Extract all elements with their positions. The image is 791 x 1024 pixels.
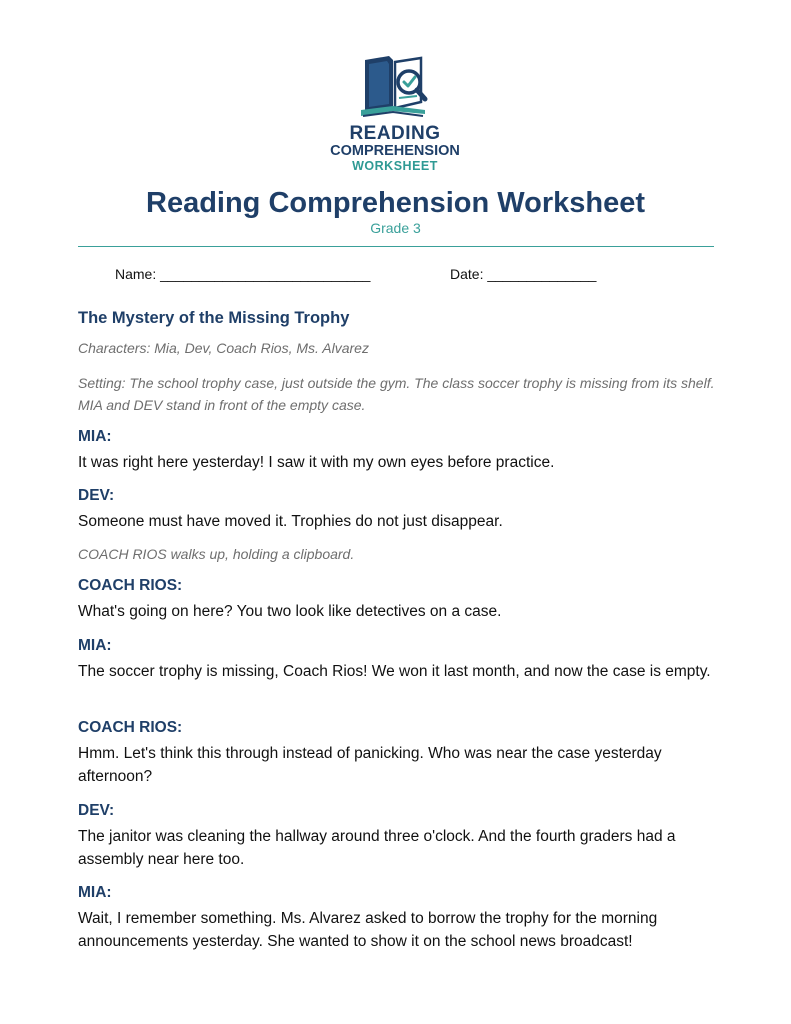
story-title: The Mystery of the Missing Trophy (78, 309, 350, 327)
logo-word-worksheet: WORKSHEET (352, 159, 438, 173)
dialogue-line: The soccer trophy is missing, Coach Rios! We won it last month, and now the case is empty. (78, 663, 711, 680)
setting-note: Setting: The school trophy case, just outside the gym. The class soccer trophy is missing from its shelf. MIA and DEV stand in front of the empty case. (78, 375, 715, 413)
speaker-label: DEV: (78, 802, 115, 819)
book-magnifier-check-icon (359, 56, 431, 118)
speaker-label: COACH RIOS: (78, 719, 183, 736)
header-divider (78, 246, 714, 247)
date-field[interactable]: Date: ______________ (450, 266, 597, 282)
speaker-label: DEV: (78, 487, 115, 504)
dialogue-line: Hmm. Let's think this through instead of panicking. Who was near the case yesterday afternoon? (78, 745, 662, 785)
speaker-label: COACH RIOS: (78, 577, 183, 594)
grade-label: Grade 3 (370, 220, 421, 236)
logo-word-reading: READING (349, 123, 441, 144)
worksheet-logo (319, 56, 471, 176)
dialogue-line: Wait, I remember something. Ms. Alvarez asked to borrow the trophy for the morning announcements yesterday. She wanted to show it on the school news broadcast! (78, 910, 658, 950)
speaker-label: MIA: (78, 637, 112, 654)
page-title: Reading Comprehension Worksheet (146, 187, 645, 219)
dialogue-line: It was right here yesterday! I saw it with my own eyes before practice. (78, 454, 555, 471)
dialogue-line: The janitor was cleaning the hallway around three o'clock. And the fourth graders had a assembly near here too. (78, 828, 676, 868)
dialogue-line: Someone must have moved it. Trophies do not just disappear. (78, 513, 503, 530)
stage-direction: COACH RIOS walks up, holding a clipboard. (78, 546, 355, 562)
speaker-label: MIA: (78, 884, 112, 901)
dialogue-line: What's going on here? You two look like detectives on a case. (78, 603, 502, 620)
name-field[interactable]: Name: ___________________________ (115, 266, 371, 282)
logo-word-comprehension: COMPREHENSION (330, 143, 460, 159)
characters-note: Characters: Mia, Dev, Coach Rios, Ms. Alvarez (78, 340, 369, 356)
speaker-label: MIA: (78, 428, 112, 445)
